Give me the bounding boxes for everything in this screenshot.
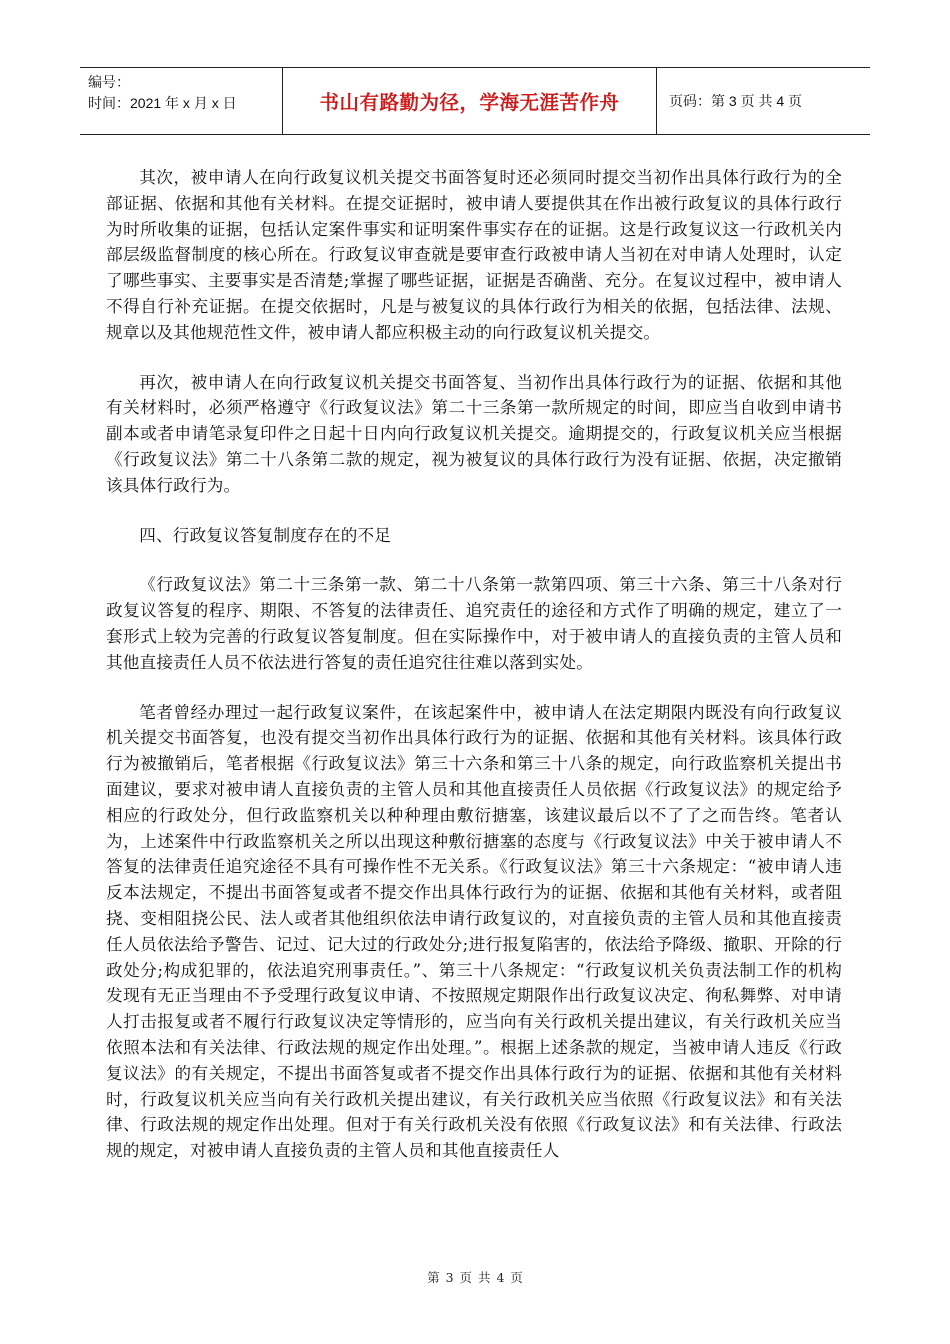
paragraph-shortcomings: 《行政复议法》第二十三条第一款、第二十八条第一款第四项、第三十六条、第三十八条对行政复议答复的程序、期限、不答复的法律责任、追究责任的途径和方式作了明确的规定，建立了一套形式上较为完善的行政复议答复制度。但在实际操作中，对于被申请人的直接负责的主管人员和其他直接责任人员不依法进行答复的责任追究往往难以落到实处。 (106, 575, 842, 672)
document-number-label: 编号： (88, 74, 130, 90)
paragraph-case-example: 笔者曾经办理过一起行政复议案件，在该起案件中，被申请人在法定期限内既没有向行政复议机关提交书面答复，也没有提交当初作出具体行政行为的证据、依据和其他有关材料。该具体行政行为被撤销后，笔者根据《行政复议法》第三十六条和第三十八条的规定，向行政监察机关提出书面建议，要求对被申请人直接负责的主管人员和其他直接责任人员依据《行政复议法》的规定给予相应的行政处分，但行政监察机关以种种理由敷衍搪塞，该建议最后以不了了之而告终。笔者认为，上述案件中行政监察机关之所以出现这种敷衍搪塞的态度与《行政复议法》中关于被申请人不答复的法律责任追究途径不具有可操作性不无关系。《行政复议法》第三十六条规定：“被申请人违反本法规定，不提出书面答复或者不提交作出具体行政行为的证据、依据和其他有关材料，或者阻挠、变相阻挠公民、法人或者其他组织依法申请行政复议的，对直接负责的主管人员和其他直接责任人员依法给予警告、记过、记大过的行政处分;进行报复陷害的，依法给予降级、撤职、开除的行政处分;构成犯罪的，依法追究刑事责任。”、第三十八条规定：“行政复议机关负责法制工作的机构发现有无正当理由不予受理行政复议申请、不按照规定期限作出行政复议决定、徇私舞弊、对申请人打击报复或者不履行行政复议决定等情形的，应当向有关行政机关提出建议，有关行政机关应当依照本法和有关法律、行政法规的规定作出处理。”。根据上述条款的规定，当被申请人违反《行政复议法》的有关规定，不提出书面答复或者不提交作出具体行政行为的证据、依据和其他有关材料时，行政复议机关应当向有关行政机关提出建议，有关行政机关应当依照《行政复议法》和有关法律、行政法规的规定作出处理。但对于有关行政机关没有依照《行政复议法》和有关法律、行政法规的规定，对被申请人直接负责的主管人员和其他直接责任人 (106, 702, 842, 1161)
page-footer: 第 3 页 共 4 页 (427, 1270, 523, 1285)
page-header (80, 67, 870, 135)
page-info-text: 页码：第 3 页 共 4 页 (669, 93, 803, 109)
document-time-label: 时间：2021 年 x 月 x 日 (88, 95, 237, 111)
section-heading: 四、行政复议答复制度存在的不足 (139, 525, 392, 545)
document-body (106, 165, 842, 1164)
header-meta (80, 68, 283, 134)
header-page-info (657, 68, 870, 134)
paragraph-evidence-submission: 其次，被申请人在向行政复议机关提交书面答复时还必须同时提交当初作出具体行政行为的全部证据、依据和其他有关材料。在提交证据时，被申请人要提供其在作出被行政复议的具体行政行为时所收集的证据，包括认定案件事实和证明案件事实存在的证据。这是行政复议这一行政机关内部层级监督制度的核心所在。行政复议审查就是要审查行政被申请人当初在对申请人处理时，认定了哪些事实、主要事实是否清楚;掌握了哪些证据，证据是否确凿、充分。在复议过程中，被申请人不得自行补充证据。在提交依据时，凡是与被复议的具体行政行为相关的依据，包括法律、法规、规章以及其他规范性文件，被申请人都应积极主动的向行政复议机关提交。 (106, 168, 842, 342)
header-motto-cell (283, 68, 657, 134)
paragraph-time-limit: 再次，被申请人在向行政复议机关提交书面答复、当初作出具体行政行为的证据、依据和其他有关材料时，必须严格遵守《行政复议法》第二十三条第一款所规定的时间，即应当自收到申请书副本或者申请笔录复印件之日起十日内向行政复议机关提交。逾期提交的，行政复议机关应当根据《行政复议法》第二十八条第二款的规定，视为被复议的具体行政行为没有证据、依据，决定撤销该具体行政行为。 (106, 372, 842, 495)
header-motto: 书山有路勤为径，学海无涯苦作舟 (319, 91, 620, 114)
